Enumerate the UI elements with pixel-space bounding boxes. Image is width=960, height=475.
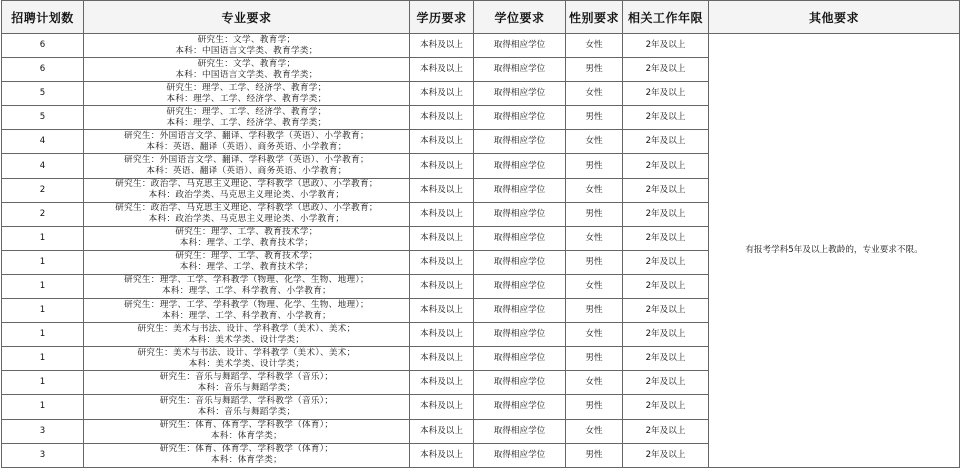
years-cell: 2年及以上: [623, 58, 709, 82]
years-cell: 2年及以上: [623, 371, 709, 395]
count-cell: 1: [2, 226, 84, 250]
major-undergrad-text: 本科：音乐与舞蹈学类；: [197, 406, 296, 417]
years-cell: 2年及以上: [623, 226, 709, 250]
degree-cell: 取得相应学位: [474, 154, 566, 178]
major-cell: [84, 347, 410, 371]
major-cell: [84, 226, 410, 250]
degree-cell: 取得相应学位: [474, 299, 566, 323]
education-cell: 本科及以上: [410, 371, 474, 395]
header-degree: 学位要求: [474, 1, 566, 34]
gender-cell: 女性: [566, 178, 623, 202]
gender-cell: 女性: [566, 130, 623, 154]
major-cell: [84, 323, 410, 347]
years-cell: 2年及以上: [623, 82, 709, 106]
major-undergrad-text: 本科：理学、工学、教育技术学；: [179, 262, 314, 273]
count-cell: 1: [2, 250, 84, 274]
major-undergrad-text: 本科：中国语言文学类、教育学类；: [175, 45, 318, 56]
header-gender: 性别要求: [566, 1, 623, 34]
major-undergrad-text: 本科：音乐与舞蹈学类；: [197, 382, 296, 393]
gender-cell: 男性: [566, 347, 623, 371]
degree-cell: 取得相应学位: [474, 82, 566, 106]
major-graduate-text: 研究生：政治学、马克思主义理论、学科教学（思政）、小学教育；: [115, 179, 378, 190]
degree-cell: 取得相应学位: [474, 202, 566, 226]
education-cell: 本科及以上: [410, 299, 474, 323]
gender-cell: 男性: [566, 395, 623, 419]
major-undergrad-text: 本科：理学、工学、教育技术学；: [179, 238, 314, 249]
gender-cell: 女性: [566, 34, 623, 58]
gender-cell: 女性: [566, 323, 623, 347]
degree-cell: 取得相应学位: [474, 274, 566, 298]
count-cell: 2: [2, 178, 84, 202]
header-other: 其他要求: [709, 1, 960, 34]
major-cell: [84, 395, 410, 419]
major-graduate-text: 研究生：理学、工学、经济学、教育学；: [166, 106, 327, 117]
education-cell: 本科及以上: [410, 419, 474, 443]
count-cell: 1: [2, 395, 84, 419]
major-graduate-text: 研究生：理学、工学、学科教学（物理、化学、生物、地理）；: [124, 299, 369, 310]
header-years: 相关工作年限: [623, 1, 709, 34]
major-undergrad-text: 本科：理学、工学、科学教育、小学教育；: [162, 286, 331, 297]
gender-cell: 男性: [566, 202, 623, 226]
education-cell: 本科及以上: [410, 82, 474, 106]
degree-cell: 取得相应学位: [474, 178, 566, 202]
gender-cell: 男性: [566, 58, 623, 82]
degree-cell: 取得相应学位: [474, 419, 566, 443]
education-cell: 本科及以上: [410, 347, 474, 371]
years-cell: 2年及以上: [623, 443, 709, 467]
major-undergrad-text: 本科：美术学类、设计学类；: [188, 358, 305, 369]
table-row: [2, 34, 960, 58]
years-cell: 2年及以上: [623, 154, 709, 178]
major-undergrad-text: 本科：理学、工学、经济学、教育学类；: [166, 93, 327, 104]
header-major: 专业要求: [84, 1, 410, 34]
degree-cell: 取得相应学位: [474, 250, 566, 274]
other-requirements-cell: 有报考学科5年及以上教龄的，专业要求不限。: [709, 34, 960, 468]
table-body: [2, 34, 960, 468]
education-cell: 本科及以上: [410, 130, 474, 154]
major-undergrad-text: 本科：英语、翻译（英语）、商务英语、小学教育；: [146, 141, 347, 152]
degree-cell: 取得相应学位: [474, 130, 566, 154]
degree-cell: 取得相应学位: [474, 106, 566, 130]
years-cell: 2年及以上: [623, 106, 709, 130]
major-undergrad-text: 本科：政治学类、马克思主义理论类、小学教育；: [148, 214, 345, 225]
major-cell: [84, 250, 410, 274]
education-cell: 本科及以上: [410, 226, 474, 250]
degree-cell: 取得相应学位: [474, 34, 566, 58]
major-graduate-text: 研究生：理学、工学、学科教学（物理、化学、生物、地理）；: [124, 275, 369, 286]
header-count: 招聘计划数: [2, 1, 84, 34]
major-graduate-text: 研究生：体育、体育学、学科教学（体育）；: [159, 420, 334, 431]
gender-cell: 男性: [566, 443, 623, 467]
major-cell: [84, 106, 410, 130]
gender-cell: 男性: [566, 106, 623, 130]
major-cell: [84, 443, 410, 467]
major-graduate-text: 研究生：理学、工学、经济学、教育学；: [166, 82, 327, 93]
education-cell: 本科及以上: [410, 323, 474, 347]
header-education: 学历要求: [410, 1, 474, 34]
major-undergrad-text: 本科：理学、工学、科学教育、小学教育；: [162, 310, 331, 321]
major-cell: [84, 274, 410, 298]
count-cell: 4: [2, 130, 84, 154]
major-undergrad-text: 本科：政治学类、马克思主义理论类、小学教育；: [148, 190, 345, 201]
years-cell: 2年及以上: [623, 34, 709, 58]
major-cell: [84, 419, 410, 443]
count-cell: 1: [2, 347, 84, 371]
gender-cell: 女性: [566, 274, 623, 298]
years-cell: 2年及以上: [623, 299, 709, 323]
gender-cell: 男性: [566, 250, 623, 274]
major-graduate-text: 研究生：外国语言文学、翻译、学科教学（英语）、小学教育；: [124, 155, 369, 166]
degree-cell: 取得相应学位: [474, 347, 566, 371]
count-cell: 3: [2, 443, 84, 467]
gender-cell: 女性: [566, 419, 623, 443]
education-cell: 本科及以上: [410, 34, 474, 58]
education-cell: 本科及以上: [410, 178, 474, 202]
education-cell: 本科及以上: [410, 106, 474, 130]
gender-cell: 男性: [566, 154, 623, 178]
major-graduate-text: 研究生：美术与书法、设计、学科教学（美术）、美术；: [137, 323, 356, 334]
count-cell: 4: [2, 154, 84, 178]
education-cell: 本科及以上: [410, 274, 474, 298]
degree-cell: 取得相应学位: [474, 323, 566, 347]
major-undergrad-text: 本科：中国语言文学类、教育学类；: [175, 69, 318, 80]
major-cell: [84, 178, 410, 202]
education-cell: 本科及以上: [410, 443, 474, 467]
count-cell: 6: [2, 34, 84, 58]
years-cell: 2年及以上: [623, 274, 709, 298]
education-cell: 本科及以上: [410, 250, 474, 274]
years-cell: 2年及以上: [623, 130, 709, 154]
major-cell: [84, 130, 410, 154]
count-cell: 1: [2, 274, 84, 298]
count-cell: 1: [2, 323, 84, 347]
years-cell: 2年及以上: [623, 250, 709, 274]
major-undergrad-text: 本科：体育学类；: [210, 431, 283, 442]
count-cell: 2: [2, 202, 84, 226]
major-cell: [84, 299, 410, 323]
gender-cell: 女性: [566, 82, 623, 106]
count-cell: 6: [2, 58, 84, 82]
degree-cell: 取得相应学位: [474, 371, 566, 395]
count-cell: 5: [2, 82, 84, 106]
major-cell: [84, 202, 410, 226]
years-cell: 2年及以上: [623, 419, 709, 443]
count-cell: 1: [2, 371, 84, 395]
major-undergrad-text: 本科：英语、翻译（英语）、商务英语、小学教育；: [146, 166, 347, 177]
major-cell: [84, 34, 410, 58]
major-graduate-text: 研究生：文学、教育学；: [197, 34, 296, 45]
major-graduate-text: 研究生：理学、工学、教育技术学；: [175, 227, 318, 238]
count-cell: 1: [2, 299, 84, 323]
major-cell: [84, 58, 410, 82]
major-graduate-text: 研究生：政治学、马克思主义理论、学科教学（思政）、小学教育；: [115, 203, 378, 214]
recruitment-table: [1, 0, 960, 468]
gender-cell: 女性: [566, 371, 623, 395]
major-graduate-text: 研究生：美术与书法、设计、学科教学（美术）、美术；: [137, 347, 356, 358]
major-undergrad-text: 本科：美术学类、设计学类；: [188, 334, 305, 345]
count-cell: 5: [2, 106, 84, 130]
major-cell: [84, 371, 410, 395]
major-graduate-text: 研究生：外国语言文学、翻译、学科教学（英语）、小学教育；: [124, 130, 369, 141]
years-cell: 2年及以上: [623, 178, 709, 202]
years-cell: 2年及以上: [623, 202, 709, 226]
major-undergrad-text: 本科：体育学类；: [210, 455, 283, 466]
major-graduate-text: 研究生：体育、体育学、学科教学（体育）；: [159, 444, 334, 455]
years-cell: 2年及以上: [623, 395, 709, 419]
major-graduate-text: 研究生：音乐与舞蹈学、学科教学（音乐）；: [159, 395, 334, 406]
education-cell: 本科及以上: [410, 154, 474, 178]
degree-cell: 取得相应学位: [474, 395, 566, 419]
degree-cell: 取得相应学位: [474, 58, 566, 82]
education-cell: 本科及以上: [410, 202, 474, 226]
header-row: [2, 1, 960, 34]
count-cell: 3: [2, 419, 84, 443]
major-graduate-text: 研究生：文学、教育学；: [197, 58, 296, 69]
gender-cell: 女性: [566, 226, 623, 250]
major-undergrad-text: 本科：理学、工学、经济学、教育学类；: [166, 117, 327, 128]
gender-cell: 男性: [566, 299, 623, 323]
degree-cell: 取得相应学位: [474, 226, 566, 250]
education-cell: 本科及以上: [410, 395, 474, 419]
years-cell: 2年及以上: [623, 323, 709, 347]
major-graduate-text: 研究生：音乐与舞蹈学、学科教学（音乐）；: [159, 371, 334, 382]
major-cell: [84, 82, 410, 106]
major-graduate-text: 研究生：理学、工学、教育技术学；: [175, 251, 318, 262]
major-cell: [84, 154, 410, 178]
degree-cell: 取得相应学位: [474, 443, 566, 467]
years-cell: 2年及以上: [623, 347, 709, 371]
education-cell: 本科及以上: [410, 58, 474, 82]
